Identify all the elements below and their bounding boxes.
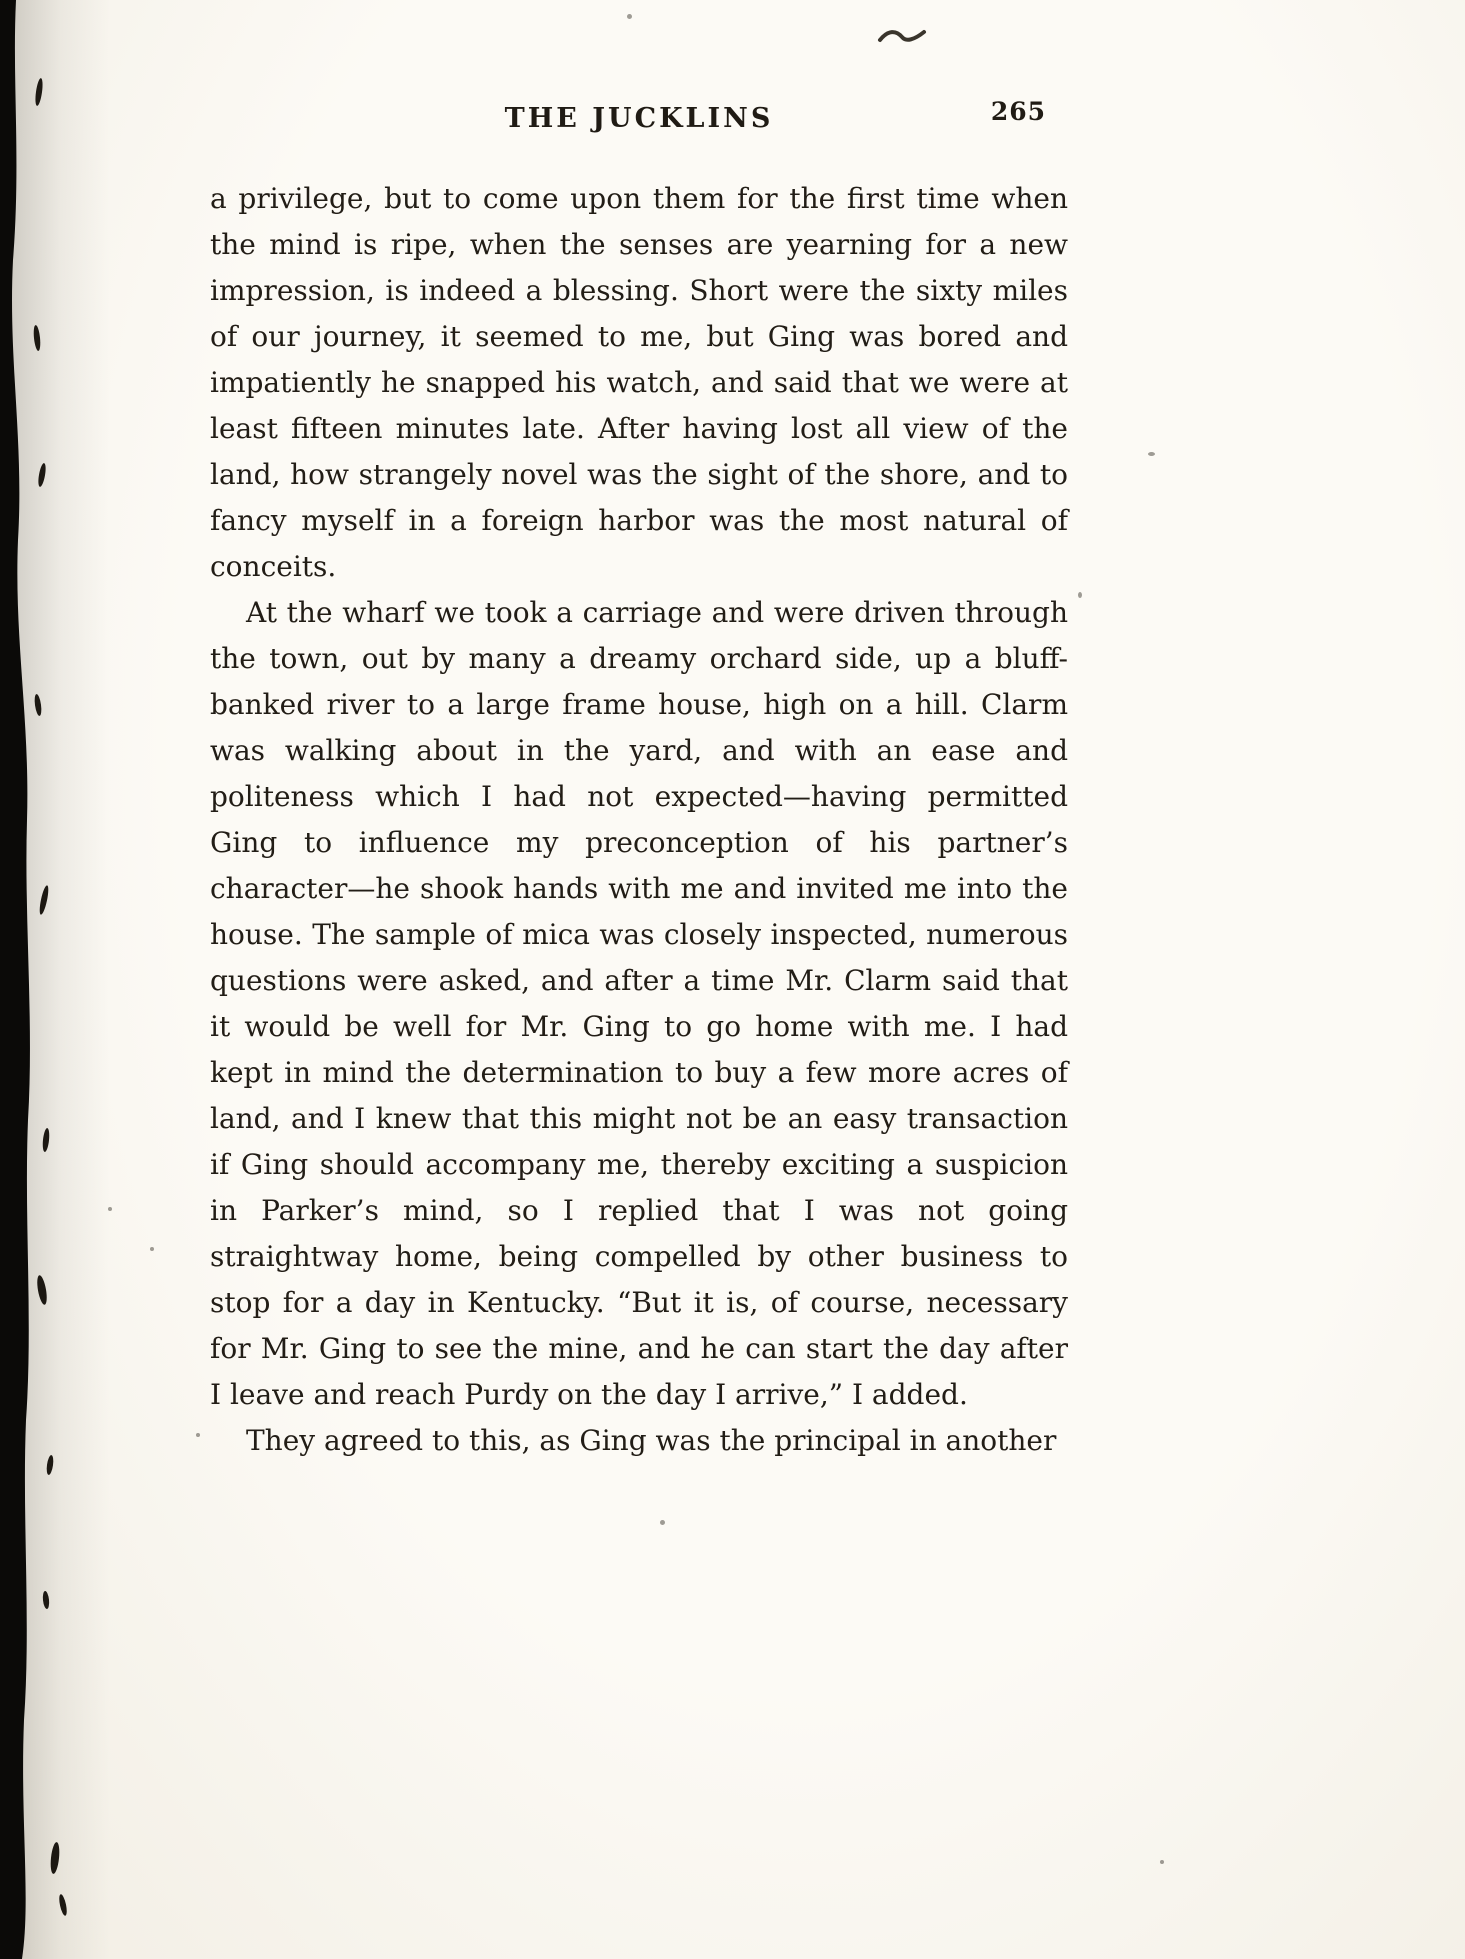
scan-speck: [1148, 452, 1155, 456]
body-text: [210, 176, 1068, 1464]
paragraph: They agreed to this, as Ging was the principal in another: [246, 1424, 1057, 1457]
scan-speck: [150, 1247, 154, 1251]
paragraph: At the wharf we took a carriage and were driven through the town, out by many a dreamy orchard side, up a bluff-banked river to a large frame house, high on a hill. Clarm was walking about in the yard, and with an ease and politeness which I had not expected—having permitted Ging to influence my preconception of his partner’s character—he shook hands with me and invited me into the house. The sample of mica was closely inspected, numerous questions were asked, and after a time Mr. Clarm said that it would be well for Mr. Ging to go home with me. I had kept in mind the determination to buy a few more acres of land, and I knew that this might not be an easy transaction if Ging should accompany me, thereby exciting a suspicion in Parker’s mind, so I replied that I was not going straightway home, being compelled by other business to stop for a day in Kentucky. “But it is, of course, necessary for Mr. Ging to see the mine, and he can start the day after I leave and reach Purdy on the day I arrive,” I added.: [210, 596, 1068, 1411]
scan-speck: [1160, 1860, 1164, 1864]
binding-shadow: [0, 0, 70, 1959]
page-header: [210, 97, 1068, 143]
pen-mark-icon: [876, 24, 928, 50]
scan-speck: [196, 1433, 200, 1437]
paragraph-continuation: a privilege, but to come upon them for the first time when the mind is ripe, when the senses are yearning for a new impression, is indeed a blessing. Short were the sixty miles of our journey, it seemed to me, but Ging was bored and impatiently he snapped his watch, and said that we were at least fifteen minutes late. After having lost all view of the land, how strangely novel was the sight of the shore, and to fancy myself in a foreign harbor was the most natural of conceits.: [210, 182, 1068, 583]
scan-speck: [108, 1207, 112, 1211]
page-number: 265: [990, 97, 1046, 126]
running-header-title: THE JUCKLINS: [504, 103, 774, 134]
scan-speck: [627, 14, 632, 19]
scan-speck: [1078, 592, 1082, 598]
scan-speck: [660, 1520, 665, 1525]
